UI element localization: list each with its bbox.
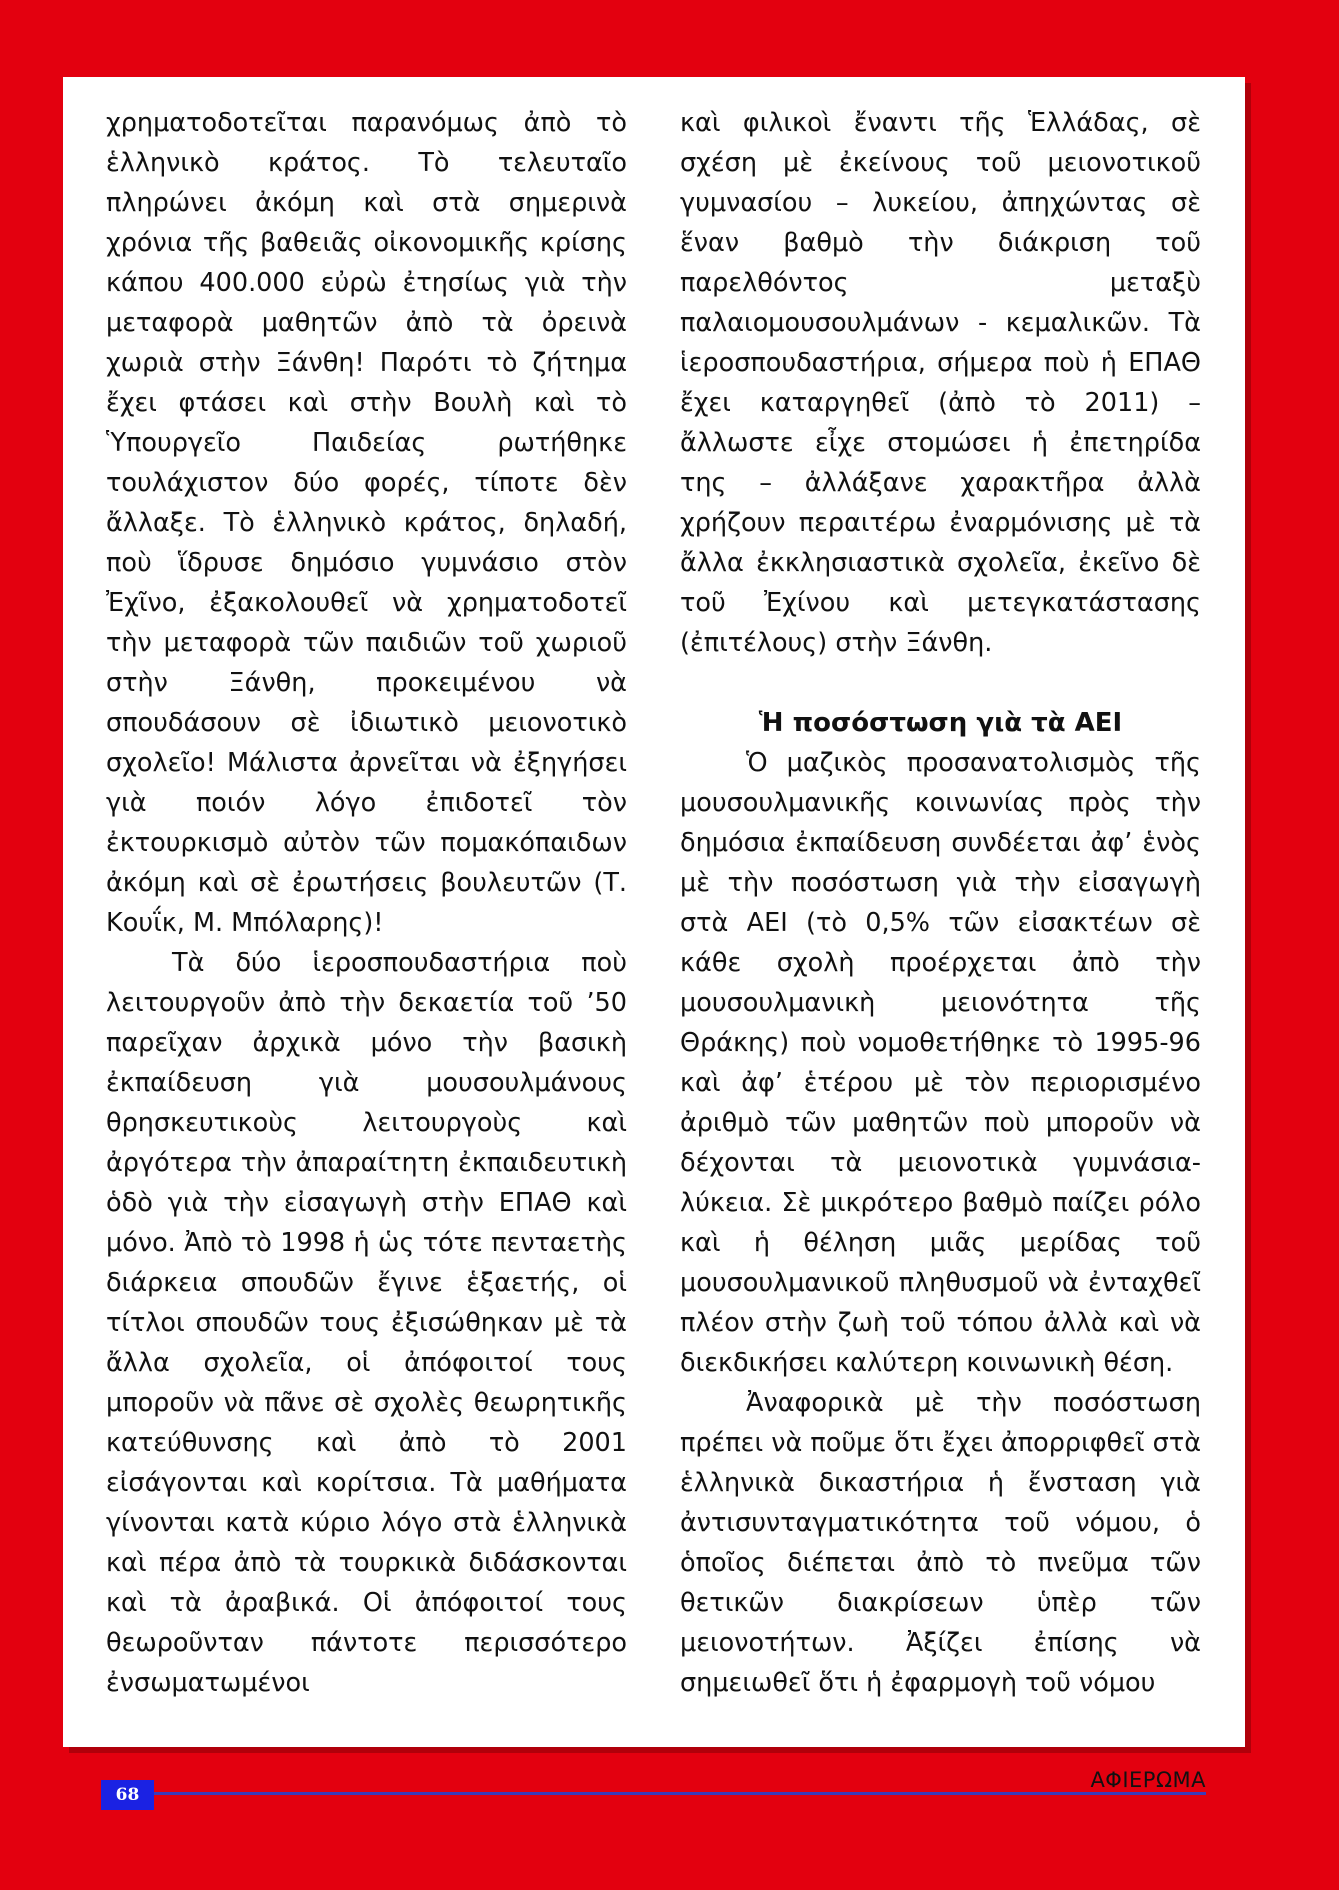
page-sheet (63, 77, 1245, 1747)
paragraph: Ἀναφορικὰ μὲ τὴν ποσόστωση πρέπει νὰ ποῦμε ὅτι ἔχει ἀπορριφθεῖ στὰ ἑλληνικὰ δικαστήρια ἡ ἔνσταση γιὰ ἀντισυνταγματικότητα τοῦ νόμου, ὁ ὁποῖος διέπεται ἀπὸ τὸ πνεῦμα τῶν θετικῶν διακρίσεων ὑπὲρ τῶν μειονοτήτων. Ἀξίζει ἐπίσης νὰ σημειωθεῖ ὅτι ἡ ἐφαρμογὴ τοῦ νόμου (680, 1388, 1201, 1698)
right-column (680, 103, 1201, 1703)
section-label: ΑΦΙΕΡΩΜΑ (1090, 1768, 1206, 1792)
paragraph: Τὰ δύο ἱεροσπουδαστήρια ποὺ λειτουργοῦν ἀπὸ τὴν δεκαετία τοῦ ’50 παρεῖχαν ἀρχικὰ μόνο τὴν βασικὴ ἐκπαίδευση γιὰ μουσουλμάνους θρησκευτικοὺς λειτουργοὺς καὶ ἀργότερα τὴν ἀπαραίτητη ἐκπαιδευτικὴ ὁδὸ γιὰ τὴν εἰσαγωγὴ στὴν ΕΠΑΘ καὶ μόνο. Ἀπὸ τὸ 1998 ἡ ὡς τότε πενταετὴς διάρκεια σπουδῶν ἔγινε ἑξαετής, οἱ τίτλοι σπουδῶν τους ἐξισώθηκαν μὲ τὰ ἄλλα σχολεῖα, οἱ ἀπόφοιτοί τους μποροῦν νὰ πᾶνε σὲ σχολὲς θεωρητικῆς κατεύθυνσης καὶ ἀπὸ τὸ 2001 εἰσάγονται καὶ κορίτσια. Τὰ μαθήματα γίνονται κατὰ κύριο λόγο στὰ ἑλληνικὰ καὶ πέρα ἀπὸ τὰ τουρκικὰ διδάσκονται καὶ τὰ ἀραβικά. Οἱ ἀπόφοιτοί τους θεωροῦνταν πάντοτε περισσότερο ἐνσωματωμένοι (106, 948, 627, 1698)
paragraph: χρηματοδοτεῖται παρανόμως ἀπὸ τὸ ἑλληνικὸ κράτος. Τὸ τελευταῖο πληρώνει ἀκόμη καὶ στὰ σημερινὰ χρόνια τῆς βαθειᾶς οἰκονομικῆς κρίσης κάπου 400.000 εὐρὼ ἐτησίως γιὰ τὴν μεταφορὰ μαθητῶν ἀπὸ τὰ ὀρεινὰ χωριὰ στὴν Ξάνθη! Παρότι τὸ ζήτημα ἔχει φτάσει καὶ στὴν Βουλὴ καὶ τὸ Ὑπουργεῖο Παιδείας ρωτήθηκε τουλάχιστον δύο φορές, τίποτε δὲν ἄλλαξε. Τὸ ἑλληνικὸ κράτος, δηλαδή, ποὺ ἵδρυσε δημόσιο γυμνάσιο στὸν Ἐχῖνο, ἐξακολουθεῖ νὰ χρηματοδοτεῖ τὴν μεταφορὰ τῶν παιδιῶν τοῦ χωριοῦ στὴν Ξάνθη, προκειμένου νὰ σπουδάσουν σὲ ἰδιωτικὸ μειονοτικὸ σχολεῖο! Μάλιστα ἀρνεῖται νὰ ἐξηγήσει γιὰ ποιόν λόγο ἐπιδοτεῖ τὸν ἐκτουρκισμὸ αὐτὸν τῶν πομακόπαιδων ἀκόμη καὶ σὲ ἐρωτήσεις βουλευτῶν (Τ. Κουΐκ, Μ. Μπόλαρης)! (106, 108, 627, 938)
left-column (106, 103, 627, 1703)
footer-rule (152, 1792, 1206, 1795)
paragraph: καὶ φιλικοὶ ἔναντι τῆς Ἑλλάδας, σὲ σχέση μὲ ἐκείνους τοῦ μειονοτικοῦ γυμνασίου – λυκείου, ἀπηχώντας σὲ ἕναν βαθμὸ τὴν διάκριση τοῦ παρελθόντος μεταξὺ παλαιομουσουλμάνων - κεμαλικῶν. Τὰ ἱεροσπουδαστήρια, σήμερα ποὺ ἡ ΕΠΑΘ ἔχει καταργηθεῖ (ἀπὸ τὸ 2011) – ἄλλωστε εἶχε στομώσει ἡ ἐπετηρίδα της – ἀλλάξανε χαρακτῆρα ἀλλὰ χρήζουν περαιτέρω ἐναρμόνισης μὲ τὰ ἄλλα ἐκκλησιαστικὰ σχολεῖα, ἐκεῖνο δὲ τοῦ Ἐχίνου καὶ μετεγκατάστασης (ἐπιτέλους) στὴν Ξάνθη. (680, 108, 1201, 658)
paragraph: Ὁ μαζικὸς προσανατολισμὸς τῆς μουσουλμανικῆς κοινωνίας πρὸς τὴν δημόσια ἐκπαίδευση συνδέεται ἀφ’ ἑνὸς μὲ τὴν ποσόστωση γιὰ τὴν εἰσαγωγὴ στὰ ΑΕΙ (τὸ 0,5% τῶν εἰσακτέων σὲ κάθε σχολὴ προέρχεται ἀπὸ τὴν μουσουλμανικὴ μειονότητα τῆς Θράκης) ποὺ νομοθετήθηκε τὸ 1995-96 καὶ ἀφ’ ἑτέρου μὲ τὸν περιορισμένο ἀριθμὸ τῶν μαθητῶν ποὺ μποροῦν νὰ δέχονται τὰ μειονοτικὰ γυμνάσια-λύκεια. Σὲ μικρότερο βαθμὸ παίζει ρόλο καὶ ἡ θέληση μιᾶς μερίδας τοῦ μουσουλμανικοῦ πληθυσμοῦ νὰ ἐνταχθεῖ πλέον στὴν ζωὴ τοῦ τόπου ἀλλὰ καὶ νὰ διεκδικήσει καλύτερη κοινωνικὴ θέση. (680, 748, 1201, 1378)
section-heading: Ἡ ποσόστωση γιὰ τὰ ΑΕΙ (758, 708, 1123, 738)
page-number: 68 (101, 1780, 154, 1810)
